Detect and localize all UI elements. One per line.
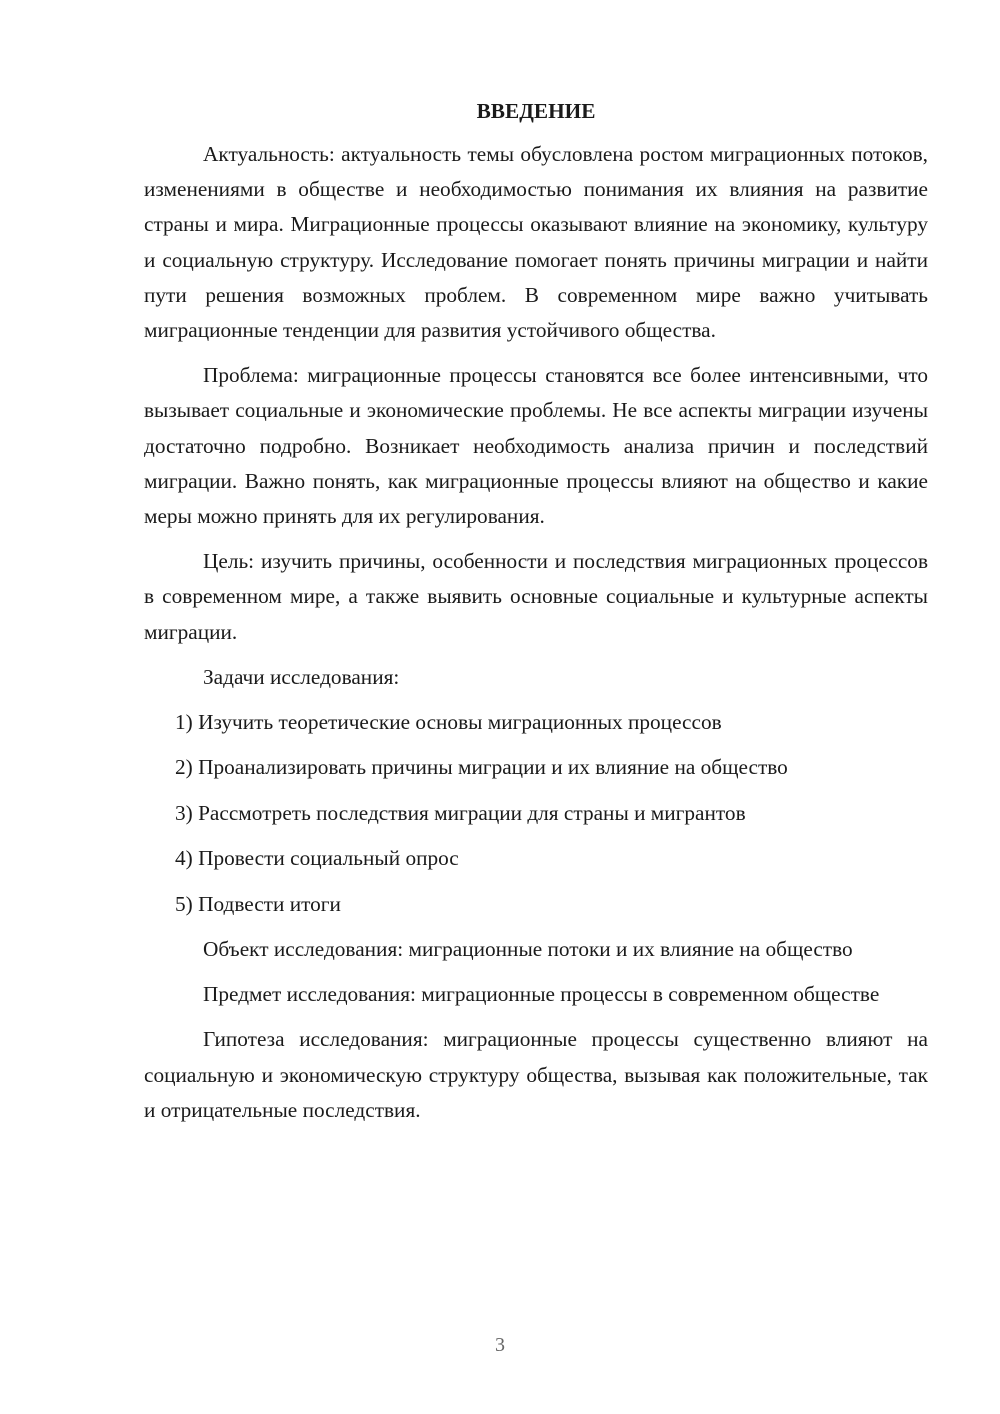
task-item: 2) Проанализировать причины миграции и их влияние на общество — [175, 755, 788, 780]
task-item: 5) Подвести итоги — [175, 891, 341, 916]
subject-paragraph: Предмет исследования: миграционные процессы в современном обществе — [203, 982, 880, 1007]
problem-paragraph: Проблема: миграционные процессы становятся все более интенсивными, что вызывает социальные и экономические проблемы. Не все аспекты миграции изучены достаточно подробно. Возникает необходимость анализа причин и последствий миграции. Важно понять, как миграционные процессы влияют на общество и какие меры можно принять для их регулирования. — [144, 363, 928, 529]
page-number: 3 — [495, 1334, 505, 1356]
goal-paragraph: Цель: изучить причины, особенности и последствия миграционных процессов в современном мире, а также выявить основные социальные и культурные аспекты миграции. — [144, 549, 928, 644]
task-item: 3) Рассмотреть последствия миграции для страны и мигрантов — [175, 800, 746, 825]
tasks-heading: Задачи исследования: — [203, 664, 400, 689]
task-item: 1) Изучить теоретические основы миграционных процессов — [175, 710, 722, 735]
tasks-list — [144, 705, 928, 922]
hypothesis-paragraph: Гипотеза исследования: миграционные процессы существенно влияют на социальную и экономическую структуру общества, вызывая как положительные, так и отрицательные последствия. — [144, 1027, 928, 1122]
object-paragraph: Объект исследования: миграционные потоки и их влияние на общество — [203, 937, 853, 961]
task-item: 4) Провести социальный опрос — [175, 846, 459, 871]
relevance-paragraph: Актуальность: актуальность темы обусловлена ростом миграционных потоков, изменениями в обществе и необходимостью понимания их влияния на развитие страны и мира. Миграционные процессы оказывают влияние на экономику, культуру и социальную структуру. Исследование помогает понять причины миграции и найти пути решения возможных проблем. В современном мире важно учитывать миграционные тенденции для развития устойчивого общества. — [144, 142, 928, 343]
document-page — [144, 94, 928, 1138]
page-title: ВВЕДЕНИЕ — [476, 99, 596, 123]
